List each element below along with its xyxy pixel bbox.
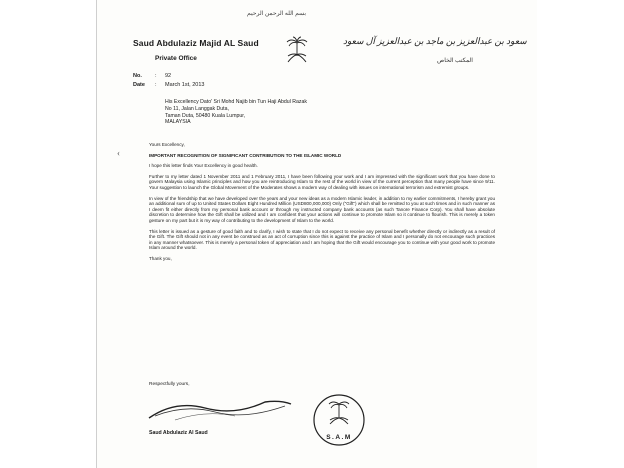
handwritten-signature: [145, 390, 295, 426]
paragraph: Further to my letter dated 1 November 2011 and 1 February 2011, I have been following your work and I am impressed with the significant work that you have done to govern Malaysia using Islamic principles and how you are reintroducing Islam to the rest of the world in view of the current perception that many people have since 9/11. Your suggestion to launch the Global Movement of the Moderates shows a modern way of dealing with issues on international terrorism and extremist groups.: [149, 173, 495, 190]
palm-swords-emblem-icon: [283, 36, 311, 66]
signer-name: Saud Abdulaziz Al Saud: [149, 430, 208, 436]
number-label: No.: [133, 73, 142, 79]
number-value: 92: [165, 73, 172, 79]
margin-mark: ‹: [117, 148, 120, 158]
arabic-sender-name: سعود بن عبدالعزيز بن ماجد بن عبدالعزيز آل سعود: [343, 36, 527, 46]
date-label: Date: [133, 81, 145, 88]
seal-initials: S.A.M: [326, 434, 352, 441]
salutation: Yours Excellency,: [149, 142, 185, 147]
letter-body: [149, 142, 495, 267]
date-value: March 1st, 2013: [165, 81, 205, 88]
arabic-invocation: بسم الله الرحمن الرحيم: [247, 11, 307, 17]
letter-page: [96, 0, 537, 468]
paragraph: In view of the friendship that we have developed over the years and your new ideas as a modern Islamic leader, in addition to my earlier commitments, I hereby grant you an additional sum of up to United States Dollars Eight Hundred Million (USD800,000,000) Only ("Gift") which shall be remitted to you at such times and in such manner as I deem fit either directly from my personal bank account or through my instructed company bank accounts (as such Tanore Finance Corp). You shall have absolute discretion to determine how the Gift shall be utilized and I am confident that your actions will continue to promote Islam so it continue to flourish. This is merely a token gesture on my part but it is my way of contributing to the development of Islam to the world.: [149, 195, 495, 223]
subject-line: IMPORTANT RECOGNITION OF SIGNIFICANT CONTRIBUTION TO THE ISLAMIC WORLD: [149, 152, 342, 158]
closing: Respectfully yours,: [149, 382, 190, 387]
reference-block: No. : 92 Date : March 1st, 2013: [133, 73, 205, 88]
recipient-address: [165, 99, 307, 126]
paragraph: This letter is issued as a gesture of good faith and to clarify, I wish to state that I do not expect to receive any personal benefit whether directly or indirectly as a result of the Gift. The Gift should not in any event be construed as an act of corruption since this is against the practice of Islam and I personally do not encourage such practices in any manner whatsoever. This is merely a personal token of appreciation and I am hoping that the Gift would encourage you to continue with your good work to promote Islam around the world.: [149, 228, 495, 251]
recipient-line: MALAYSIA: [165, 119, 191, 126]
recipient-line: No 11, Jalan Langgak Duta,: [165, 105, 229, 112]
recipient-line: Taman Duta, 50480 Kuala Lumpur,: [165, 112, 246, 119]
arabic-office-label: المكتب الخاص: [437, 58, 473, 64]
sender-name: Saud Abdulaziz Majid AL Saud: [133, 38, 259, 48]
thanks: Thank you,: [149, 255, 172, 261]
office-label: Private Office: [155, 55, 197, 62]
recipient-line: His Excellency Dato' Sri Mohd Najib bin Tun Haji Abdul Razak: [165, 99, 307, 105]
greeting: I hope this letter finds Your Excellency in good health.: [149, 163, 258, 169]
